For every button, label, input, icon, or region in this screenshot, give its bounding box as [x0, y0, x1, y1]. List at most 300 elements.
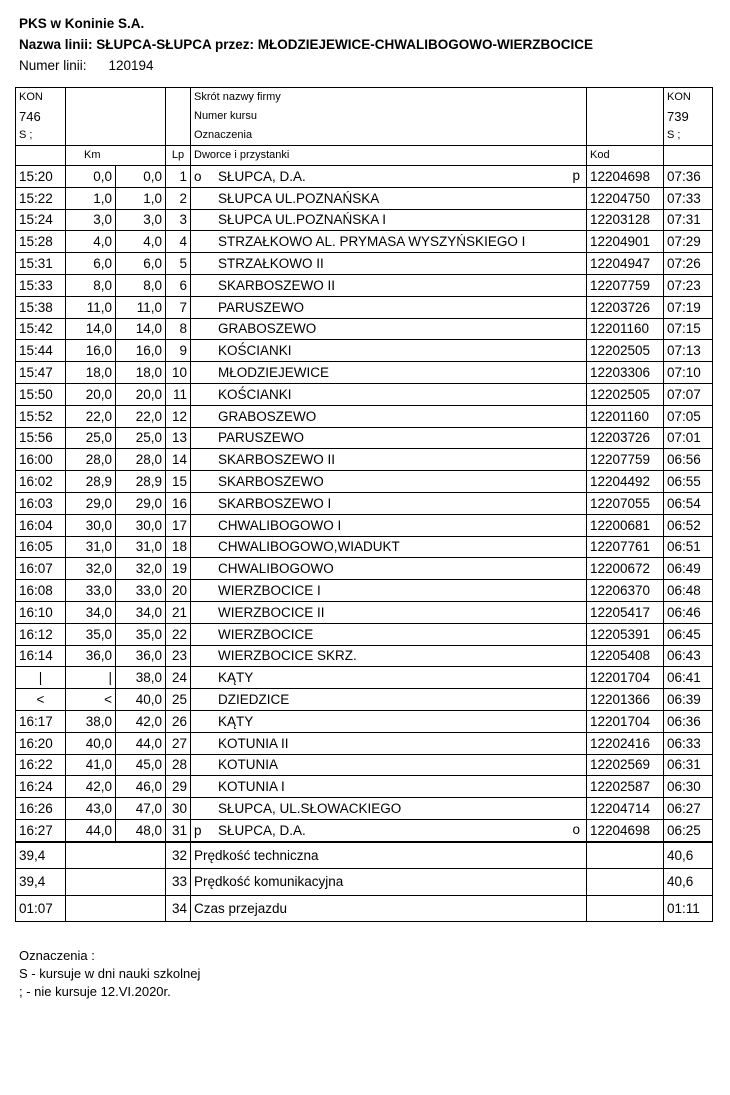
departure-time-outbound: 15:56 — [16, 427, 66, 449]
stop-code: 12207759 — [587, 449, 664, 471]
km-outbound: 42,0 — [66, 776, 116, 798]
departure-time-outbound: 15:47 — [16, 362, 66, 384]
stop-cell — [191, 798, 587, 820]
summary-ordinal: 32 — [166, 842, 191, 869]
summary-row — [16, 869, 713, 896]
departure-time-outbound: 15:22 — [16, 187, 66, 209]
header-empty — [166, 88, 191, 108]
km-outbound: 11,0 — [66, 296, 116, 318]
stop-cell — [191, 187, 587, 209]
departure-time-outbound: 16:24 — [16, 776, 66, 798]
km-outbound: 18,0 — [66, 362, 116, 384]
departure-time-return: 06:30 — [664, 776, 713, 798]
stop-name: SKARBOSZEWO I — [218, 495, 332, 511]
km-outbound: 20,0 — [66, 383, 116, 405]
km-return: 0,0 — [116, 166, 166, 188]
stop-cell — [191, 340, 587, 362]
km-return: 1,0 — [116, 187, 166, 209]
note-item: S - kursuje w dni nauki szkolnej — [19, 966, 201, 981]
header-row-number — [16, 107, 713, 126]
company-name: PKS w Koninie S.A. — [19, 16, 145, 31]
header-empty — [66, 107, 166, 126]
header-empty — [664, 146, 713, 166]
departure-time-return: 07:10 — [664, 362, 713, 384]
stop-row — [16, 798, 713, 820]
stop-row — [16, 776, 713, 798]
km-outbound: 43,0 — [66, 798, 116, 820]
departure-time-outbound: | — [16, 667, 66, 689]
summary-right-value: 01:11 — [664, 895, 713, 922]
summary-label: Prędkość komunikacyjna — [191, 869, 587, 896]
stop-cell — [191, 754, 587, 776]
stop-name: WIERZBOCICE SKRZ. — [218, 648, 357, 664]
departure-time-outbound: 15:24 — [16, 209, 66, 231]
stop-name: STRZAŁKOWO II — [218, 256, 324, 272]
stop-row — [16, 318, 713, 340]
km-return: 18,0 — [116, 362, 166, 384]
stop-cell — [191, 732, 587, 754]
departure-time-outbound: 15:44 — [16, 340, 66, 362]
km-return: 4,0 — [116, 231, 166, 253]
km-outbound: 31,0 — [66, 536, 116, 558]
stop-suffix-mark: p — [572, 168, 580, 183]
stop-ordinal: 8 — [166, 318, 191, 340]
stop-name: KOŚCIANKI — [218, 386, 292, 402]
departure-time-return: 07:07 — [664, 383, 713, 405]
stop-cell — [191, 689, 587, 711]
line-number-label: Numer linii: — [19, 58, 87, 73]
stop-ordinal: 12 — [166, 405, 191, 427]
code-label: Kod — [587, 146, 664, 166]
stop-code: 12204698 — [587, 819, 664, 841]
stop-row — [16, 449, 713, 471]
stop-row — [16, 623, 713, 645]
stop-ordinal: 25 — [166, 689, 191, 711]
stop-cell — [191, 166, 587, 188]
departure-time-outbound: 16:17 — [16, 710, 66, 732]
departure-time-return: 07:26 — [664, 253, 713, 275]
departure-time-outbound: < — [16, 689, 66, 711]
left-course-number: 746 — [16, 107, 66, 126]
stop-cell — [191, 274, 587, 296]
departure-time-outbound: 16:04 — [16, 514, 66, 536]
km-outbound: 38,0 — [66, 710, 116, 732]
summary-empty — [587, 842, 664, 869]
stop-row — [16, 209, 713, 231]
stop-name: WIERZBOCICE II — [218, 604, 325, 620]
stop-name: KĄTY — [218, 670, 254, 686]
km-outbound: 0,0 — [66, 166, 116, 188]
stop-name: SKARBOSZEWO — [218, 474, 324, 490]
stop-code: 12200681 — [587, 514, 664, 536]
stop-ordinal: 7 — [166, 296, 191, 318]
stop-code: 12204492 — [587, 471, 664, 493]
km-outbound: 30,0 — [66, 514, 116, 536]
departure-time-outbound: 15:42 — [16, 318, 66, 340]
stop-ordinal: 9 — [166, 340, 191, 362]
km-outbound: 28,9 — [66, 471, 116, 493]
km-return: 16,0 — [116, 340, 166, 362]
departure-time-outbound: 16:05 — [16, 536, 66, 558]
right-course-marks: S ; — [664, 126, 713, 146]
stop-code: 12204714 — [587, 798, 664, 820]
stop-row — [16, 492, 713, 514]
departure-time-return: 06:54 — [664, 492, 713, 514]
note-item: ; - nie kursuje 12.VI.2020r. — [19, 984, 171, 999]
summary-ordinal: 34 — [166, 895, 191, 922]
column-header-row — [16, 146, 713, 166]
stop-ordinal: 28 — [166, 754, 191, 776]
summary-row — [16, 842, 713, 869]
stop-code: 12201366 — [587, 689, 664, 711]
km-outbound: 25,0 — [66, 427, 116, 449]
stop-ordinal: 19 — [166, 558, 191, 580]
stop-code: 12204698 — [587, 166, 664, 188]
departure-time-return: 06:27 — [664, 798, 713, 820]
stop-name: GRABOSZEWO — [218, 321, 317, 337]
km-outbound: 40,0 — [66, 732, 116, 754]
stop-name: SŁUPCA, D.A. — [218, 168, 306, 184]
km-outbound: < — [66, 689, 116, 711]
stop-ordinal: 3 — [166, 209, 191, 231]
stop-ordinal: 21 — [166, 601, 191, 623]
departure-time-return: 07:31 — [664, 209, 713, 231]
stop-code: 12206370 — [587, 580, 664, 602]
km-return: 3,0 — [116, 209, 166, 231]
departure-time-return: 07:01 — [664, 427, 713, 449]
header-empty — [166, 107, 191, 126]
right-operator: KON — [664, 88, 713, 108]
stop-row — [16, 601, 713, 623]
stop-cell — [191, 580, 587, 602]
km-outbound: 36,0 — [66, 645, 116, 667]
line-number — [19, 57, 154, 74]
stop-row — [16, 187, 713, 209]
course-number-label: Numer kursu — [191, 107, 587, 126]
summary-label: Prędkość techniczna — [191, 842, 587, 869]
stop-name: DZIEDZICE — [218, 692, 290, 708]
line-name-value: SŁUPCA-SŁUPCA przez: MŁODZIEJEWICE-CHWALIBOGOWO-WIERZBOCICE — [96, 37, 594, 52]
stop-cell — [191, 449, 587, 471]
km-return: 14,0 — [116, 318, 166, 340]
summary-right-value: 40,6 — [664, 869, 713, 896]
departure-time-outbound: 15:52 — [16, 405, 66, 427]
km-return: 40,0 — [116, 689, 166, 711]
km-outbound: | — [66, 667, 116, 689]
summary-left-value: 39,4 — [16, 842, 66, 869]
stop-name: STRZAŁKOWO AL. PRYMASA WYSZYŃSKIEGO I — [218, 234, 526, 250]
departure-time-return: 06:55 — [664, 471, 713, 493]
km-return: 29,0 — [116, 492, 166, 514]
stop-name: KOTUNIA II — [218, 735, 289, 751]
summary-left-value: 01:07 — [16, 895, 66, 922]
km-outbound: 22,0 — [66, 405, 116, 427]
stop-row — [16, 645, 713, 667]
departure-time-return: 06:48 — [664, 580, 713, 602]
departure-time-return: 06:31 — [664, 754, 713, 776]
km-outbound: 35,0 — [66, 623, 116, 645]
stop-code: 12205391 — [587, 623, 664, 645]
km-return: 11,0 — [116, 296, 166, 318]
departure-time-outbound: 15:33 — [16, 274, 66, 296]
stop-name: CHWALIBOGOWO I — [218, 517, 342, 533]
stop-row — [16, 296, 713, 318]
line-name-label: Nazwa linii: — [19, 37, 93, 52]
line-name — [19, 36, 593, 53]
stop-name: GRABOSZEWO — [218, 408, 317, 424]
stop-ordinal: 18 — [166, 536, 191, 558]
right-course-number: 739 — [664, 107, 713, 126]
notes — [19, 947, 200, 1001]
km-outbound: 44,0 — [66, 819, 116, 841]
stop-ordinal: 17 — [166, 514, 191, 536]
summary-row — [16, 895, 713, 922]
stop-cell — [191, 492, 587, 514]
stop-name: MŁODZIEJEWICE — [218, 365, 330, 381]
km-return: 31,0 — [116, 536, 166, 558]
stop-code: 12202587 — [587, 776, 664, 798]
company-abbr-label: Skrót nazwy firmy — [191, 88, 587, 108]
km-return: 45,0 — [116, 754, 166, 776]
stop-name: CHWALIBOGOWO — [218, 561, 334, 577]
stop-ordinal: 23 — [166, 645, 191, 667]
km-outbound: 14,0 — [66, 318, 116, 340]
stop-name: PARUSZEWO — [218, 299, 305, 315]
stop-code: 12203128 — [587, 209, 664, 231]
departure-time-return: 06:51 — [664, 536, 713, 558]
km-return: 34,0 — [116, 601, 166, 623]
km-return: 28,9 — [116, 471, 166, 493]
km-outbound: 33,0 — [66, 580, 116, 602]
stop-code: 12200672 — [587, 558, 664, 580]
km-return: 25,0 — [116, 427, 166, 449]
summary-label: Czas przejazdu — [191, 895, 587, 922]
stop-cell — [191, 819, 587, 841]
line-number-value: 120194 — [108, 58, 154, 73]
header-empty — [66, 88, 166, 108]
departure-time-return: 07:15 — [664, 318, 713, 340]
notes-title: Oznaczenia : — [19, 948, 95, 963]
left-operator: KON — [16, 88, 66, 108]
km-label: Km — [66, 146, 166, 166]
stop-cell — [191, 231, 587, 253]
stop-row — [16, 340, 713, 362]
departure-time-outbound: 16:22 — [16, 754, 66, 776]
stop-ordinal: 26 — [166, 710, 191, 732]
stop-cell — [191, 601, 587, 623]
summary-empty — [66, 895, 166, 922]
km-return: 44,0 — [116, 732, 166, 754]
stop-code: 12201704 — [587, 667, 664, 689]
stop-name: CHWALIBOGOWO,WIADUKT — [218, 539, 400, 555]
departure-time-outbound: 16:27 — [16, 819, 66, 841]
km-return: 35,0 — [116, 623, 166, 645]
stop-row — [16, 710, 713, 732]
stop-ordinal: 2 — [166, 187, 191, 209]
stop-prefix-mark: o — [194, 168, 202, 184]
km-return: 28,0 — [116, 449, 166, 471]
km-outbound: 8,0 — [66, 274, 116, 296]
km-return: 42,0 — [116, 710, 166, 732]
marks-label: Oznaczenia — [191, 126, 587, 146]
stop-code: 12202569 — [587, 754, 664, 776]
stop-name: KOŚCIANKI — [218, 343, 292, 359]
km-return: 32,0 — [116, 558, 166, 580]
km-return: 22,0 — [116, 405, 166, 427]
summary-empty — [587, 869, 664, 896]
departure-time-return: 07:29 — [664, 231, 713, 253]
km-return: 48,0 — [116, 819, 166, 841]
stop-row — [16, 732, 713, 754]
km-outbound: 1,0 — [66, 187, 116, 209]
stop-code: 12207759 — [587, 274, 664, 296]
stop-code: 12201160 — [587, 405, 664, 427]
departure-time-return: 06:56 — [664, 449, 713, 471]
left-course-marks: S ; — [16, 126, 66, 146]
stop-row — [16, 253, 713, 275]
departure-time-return: 06:33 — [664, 732, 713, 754]
header-empty — [16, 146, 66, 166]
departure-time-outbound: 16:12 — [16, 623, 66, 645]
stop-cell — [191, 536, 587, 558]
summary-empty — [66, 842, 166, 869]
departure-time-return: 07:23 — [664, 274, 713, 296]
summary-empty — [66, 869, 166, 896]
departure-time-return: 06:41 — [664, 667, 713, 689]
stop-cell — [191, 776, 587, 798]
km-return: 46,0 — [116, 776, 166, 798]
stop-cell — [191, 405, 587, 427]
km-outbound: 28,0 — [66, 449, 116, 471]
stop-name: WIERZBOCICE — [218, 626, 314, 642]
stop-ordinal: 4 — [166, 231, 191, 253]
stop-name: PARUSZEWO — [218, 430, 305, 446]
stop-row — [16, 471, 713, 493]
stop-ordinal: 1 — [166, 166, 191, 188]
lp-label: Lp — [166, 146, 191, 166]
stop-row — [16, 514, 713, 536]
stop-ordinal: 16 — [166, 492, 191, 514]
km-outbound: 6,0 — [66, 253, 116, 275]
departure-time-outbound: 15:28 — [16, 231, 66, 253]
stop-name: SŁUPCA UL.POZNAŃSKA — [218, 190, 380, 206]
stop-row — [16, 580, 713, 602]
departure-time-return: 06:36 — [664, 710, 713, 732]
stop-ordinal: 29 — [166, 776, 191, 798]
km-return: 36,0 — [116, 645, 166, 667]
stop-row — [16, 274, 713, 296]
header-row-operator — [16, 88, 713, 108]
stop-ordinal: 20 — [166, 580, 191, 602]
departure-time-outbound: 16:10 — [16, 601, 66, 623]
stop-code: 12202505 — [587, 383, 664, 405]
stop-name: SŁUPCA, UL.SŁOWACKIEGO — [218, 801, 402, 816]
stop-cell — [191, 558, 587, 580]
stop-code: 12204901 — [587, 231, 664, 253]
stop-code: 12205417 — [587, 601, 664, 623]
departure-time-outbound: 16:08 — [16, 580, 66, 602]
stop-code: 12201704 — [587, 710, 664, 732]
departure-time-outbound: 15:31 — [16, 253, 66, 275]
stop-cell — [191, 471, 587, 493]
km-return: 6,0 — [116, 253, 166, 275]
stop-ordinal: 22 — [166, 623, 191, 645]
stop-cell — [191, 710, 587, 732]
stop-ordinal: 10 — [166, 362, 191, 384]
departure-time-return: 07:33 — [664, 187, 713, 209]
km-outbound: 34,0 — [66, 601, 116, 623]
km-outbound: 41,0 — [66, 754, 116, 776]
departure-time-return: 07:36 — [664, 166, 713, 188]
stop-row — [16, 231, 713, 253]
departure-time-outbound: 16:14 — [16, 645, 66, 667]
departure-time-return: 07:05 — [664, 405, 713, 427]
km-outbound: 16,0 — [66, 340, 116, 362]
departure-time-return: 06:25 — [664, 819, 713, 841]
summary-right-value: 40,6 — [664, 842, 713, 869]
km-outbound: 4,0 — [66, 231, 116, 253]
departure-time-return: 06:46 — [664, 601, 713, 623]
km-outbound: 32,0 — [66, 558, 116, 580]
stop-ordinal: 11 — [166, 383, 191, 405]
stop-name: SŁUPCA, D.A. — [218, 822, 306, 838]
stops-label: Dworce i przystanki — [191, 146, 587, 166]
departure-time-outbound: 16:02 — [16, 471, 66, 493]
stop-row — [16, 667, 713, 689]
departure-time-return: 06:52 — [664, 514, 713, 536]
departure-time-return: 06:43 — [664, 645, 713, 667]
stop-code: 12207761 — [587, 536, 664, 558]
stop-row — [16, 754, 713, 776]
stop-cell — [191, 667, 587, 689]
stop-row — [16, 558, 713, 580]
departure-time-outbound: 15:50 — [16, 383, 66, 405]
stop-ordinal: 6 — [166, 274, 191, 296]
km-outbound: 29,0 — [66, 492, 116, 514]
stop-cell — [191, 623, 587, 645]
stop-row — [16, 536, 713, 558]
header-row-marks — [16, 126, 713, 146]
stop-code: 12203726 — [587, 427, 664, 449]
km-return: 8,0 — [116, 274, 166, 296]
stop-ordinal: 13 — [166, 427, 191, 449]
summary-ordinal: 33 — [166, 869, 191, 896]
stop-code: 12202416 — [587, 732, 664, 754]
stop-name: SŁUPCA UL.POZNAŃSKA I — [218, 212, 387, 228]
header-empty — [587, 126, 664, 146]
stop-ordinal: 27 — [166, 732, 191, 754]
stop-code: 12202505 — [587, 340, 664, 362]
stop-row — [16, 362, 713, 384]
departure-time-outbound: 16:00 — [16, 449, 66, 471]
stop-code: 12201160 — [587, 318, 664, 340]
km-return: 47,0 — [116, 798, 166, 820]
stop-ordinal: 30 — [166, 798, 191, 820]
stop-code: 12205408 — [587, 645, 664, 667]
stop-code: 12207055 — [587, 492, 664, 514]
stop-ordinal: 15 — [166, 471, 191, 493]
stop-name: KOTUNIA — [218, 757, 279, 773]
stop-code: 12204947 — [587, 253, 664, 275]
departure-time-outbound: 16:20 — [16, 732, 66, 754]
stop-cell — [191, 383, 587, 405]
departure-time-outbound: 16:07 — [16, 558, 66, 580]
header-empty — [166, 126, 191, 146]
summary-left-value: 39,4 — [16, 869, 66, 896]
stop-code: 12204750 — [587, 187, 664, 209]
stop-row — [16, 689, 713, 711]
stop-cell — [191, 645, 587, 667]
